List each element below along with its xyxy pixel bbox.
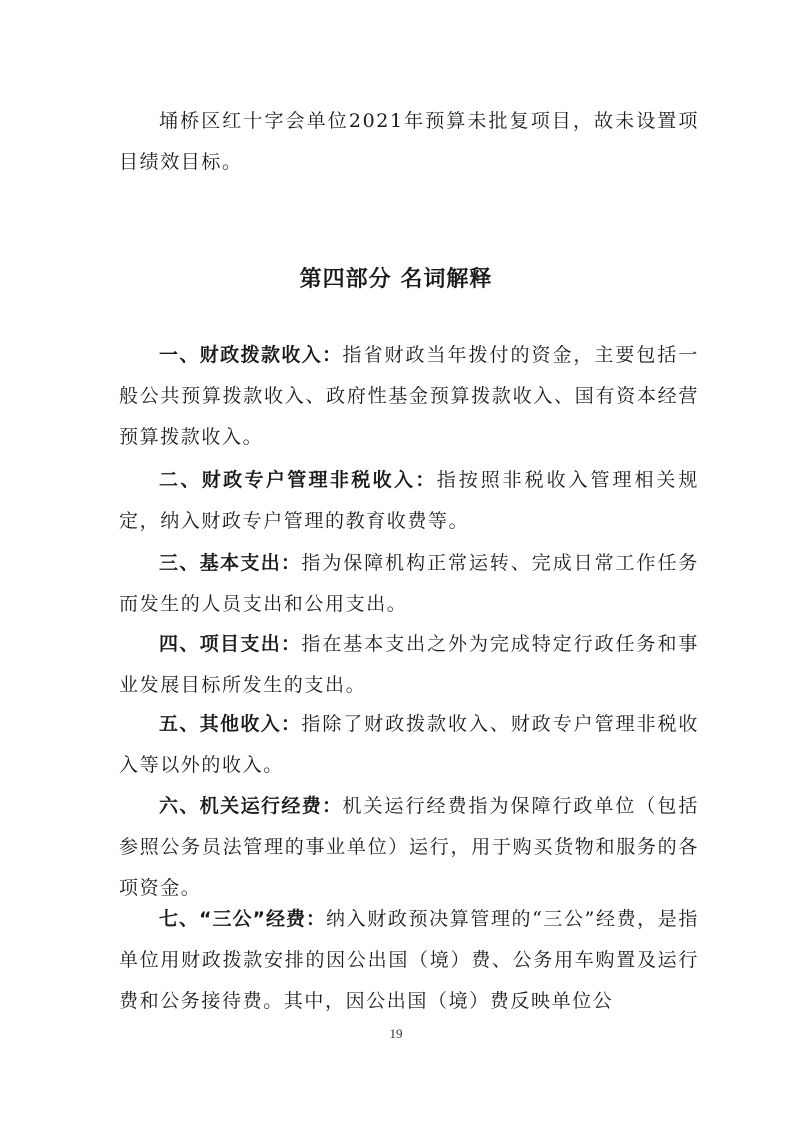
definition-2 <box>119 460 699 542</box>
definition-text: 指除了财政拨款收入、财政专户管理非税收入等以外的收入。 <box>119 713 699 776</box>
definition-term: 一、财政拨款收入： <box>159 344 343 366</box>
definition-4 <box>119 624 699 706</box>
definition-text: 指按照非税收入管理相关规定，纳入财政专户管理的教育收费等。 <box>119 469 699 532</box>
definition-text: 指省财政当年拨付的资金，主要包括一般公共预算拨款收入、政府性基金预算拨款收入、国有资本经营预算拨款收入。 <box>119 344 699 448</box>
definition-1 <box>119 335 699 458</box>
definition-6 <box>119 786 699 909</box>
definition-term: 三、基本支出： <box>159 552 302 574</box>
definition-term: 二、财政专户管理非税收入： <box>159 469 437 491</box>
definition-text: 指在基本支出之外为完成特定行政任务和事业发展目标所发生的支出。 <box>119 633 699 696</box>
definition-7 <box>119 899 699 1022</box>
definition-term: 六、机关运行经费： <box>159 795 343 817</box>
page-number: 19 <box>389 1026 403 1041</box>
definition-text: 指为保障机构正常运转、完成日常工作任务而发生的人员支出和公用支出。 <box>119 552 699 615</box>
section-title: 第四部分 名词解释 <box>299 267 493 292</box>
definition-text: 机关运行经费指为保障行政单位（包括参照公务员法管理的事业单位）运行，用于购买货物和服务的各项资金。 <box>119 795 699 899</box>
definition-5 <box>119 704 699 786</box>
definition-term: 四、项目支出： <box>159 633 302 655</box>
definition-term: 七、“三公”经费： <box>159 908 327 930</box>
intro-paragraph: 埇桥区红十字会单位2021年预算未批复项目，故未设置项目绩效目标。 <box>119 110 699 173</box>
definition-3 <box>119 543 699 625</box>
definition-text: 纳入财政预决算管理的“三公”经费，是指单位用财政拨款安排的因公出国（境）费、公务用车购置及运行费和公务接待费。其中，因公出国（境）费反映单位公 <box>119 908 699 1012</box>
definition-term: 五、其他收入： <box>159 713 302 735</box>
